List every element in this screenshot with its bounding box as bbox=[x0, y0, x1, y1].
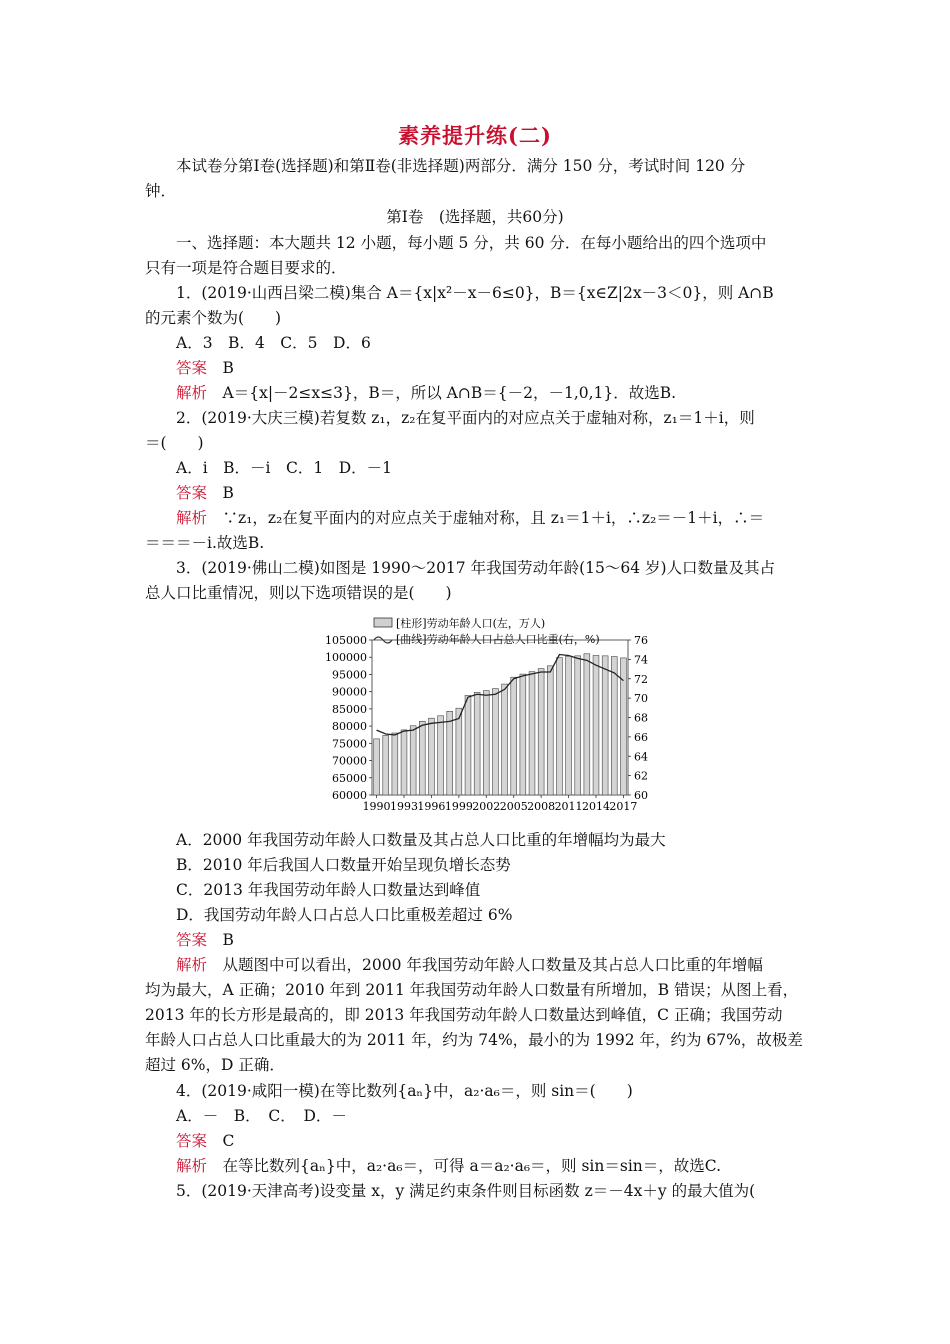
y-right-tick-label: 74 bbox=[634, 653, 648, 667]
y-left-tick-label: 95000 bbox=[332, 668, 367, 682]
y-right-tick-label: 68 bbox=[634, 711, 648, 725]
intro-line-2: 钟． bbox=[145, 182, 177, 200]
q3-stem-line-1: 3．(2019·佛山二模)如图是 1990～2017 年我国劳动年龄(15～64 岁)人口数量及其占 bbox=[176, 559, 776, 577]
q2-analysis-line-1: ∵z₁，z₂在复平面内的对应点关于虚轴对称，且 z₁＝1＋i，∴z₂＝－1＋i，∴＝ bbox=[222, 509, 765, 527]
bar-2016 bbox=[611, 657, 617, 795]
bar-1993 bbox=[401, 730, 407, 795]
x-tick-label: 1990 bbox=[362, 800, 391, 813]
q3-answer: B bbox=[222, 931, 234, 949]
part1-line-1: 一、选择题：本大题共 12 小题，每小题 5 分，共 60 分．在每小题给出的四个选项中 bbox=[176, 234, 767, 252]
q2-answer: B bbox=[222, 484, 234, 502]
x-tick-label: 1996 bbox=[417, 800, 446, 813]
q2-answer-row bbox=[176, 482, 234, 504]
x-tick-label: 2011 bbox=[554, 800, 583, 813]
q3-answer-row bbox=[176, 929, 234, 951]
bar-2001 bbox=[474, 692, 480, 795]
y-left-tick-label: 80000 bbox=[332, 720, 367, 734]
bar-2010 bbox=[557, 658, 563, 795]
q4-stem-line-1: 4．(2019·咸阳一模)在等比数列{aₙ}中，a₂·a₆＝，则 sin＝( ) bbox=[176, 1082, 633, 1100]
y-right-tick-label: 66 bbox=[634, 730, 648, 744]
y-left-tick-label: 105000 bbox=[325, 634, 367, 647]
q4-analysis: 在等比数列{aₙ}中，a₂·a₆＝，可得 a＝a₂·a₆＝，则 sin＝sin＝，故选C. bbox=[222, 1157, 721, 1175]
y-right-tick-label: 60 bbox=[634, 789, 648, 802]
q1-analysis: A＝{x|－2≤x≤3}，B＝，所以 A∩B＝{－2，－1,0,1}．故选B. bbox=[222, 384, 677, 402]
bar-1997 bbox=[438, 716, 444, 795]
bar-2012 bbox=[575, 656, 581, 795]
bar-2013 bbox=[584, 654, 590, 795]
q2-analysis-row bbox=[176, 507, 764, 529]
answer-label: 答案 bbox=[176, 1132, 208, 1150]
y-left-tick-label: 65000 bbox=[332, 771, 367, 785]
x-tick-label: 2002 bbox=[472, 800, 501, 813]
y-left-tick-label: 85000 bbox=[332, 702, 367, 716]
bar-2009 bbox=[547, 666, 553, 795]
bar-2003 bbox=[493, 689, 499, 795]
q4-options: A．－ B． C． D．－ bbox=[176, 1107, 347, 1125]
bar-1995 bbox=[419, 721, 425, 795]
legend-bar-swatch bbox=[374, 618, 392, 627]
intro-line-1: 本试卷分第Ⅰ卷(选择题)和第Ⅱ卷(非选择题)两部分．满分 150 分，考试时间 120 分 bbox=[176, 157, 746, 175]
x-tick-label: 1999 bbox=[444, 800, 473, 813]
y-right-tick-label: 62 bbox=[634, 769, 648, 783]
q4-analysis-row bbox=[176, 1155, 721, 1177]
q3-analysis-line-5: 超过 6%，D 正确． bbox=[145, 1056, 285, 1074]
bar-2007 bbox=[529, 672, 535, 795]
section-header: 第Ⅰ卷 (选择题，共60分) bbox=[386, 208, 564, 226]
x-tick-label: 2005 bbox=[499, 800, 528, 813]
bar-2014 bbox=[593, 656, 599, 796]
y-left-tick-label: 60000 bbox=[332, 789, 367, 802]
bar-1991 bbox=[383, 735, 389, 795]
bar-2005 bbox=[511, 677, 517, 795]
q1-answer-row bbox=[176, 357, 234, 379]
q5-stem-line-1: 5．(2019·天津高考)设变量 x，y 满足约束条件则目标函数 z＝－4x＋y 的最大值为( bbox=[176, 1182, 756, 1200]
x-tick-label: 1993 bbox=[390, 800, 418, 813]
y-left-tick-label: 70000 bbox=[332, 754, 367, 768]
analysis-label: 解析 bbox=[176, 956, 208, 974]
q3-option-a: A．2000 年我国劳动年龄人口数量及其占总人口比重的年增幅均为最大 bbox=[176, 831, 666, 849]
q3-option-b: B．2010 年后我国人口数量开始呈现负增长态势 bbox=[176, 856, 511, 874]
legend-line-label: [曲线]劳动年龄人口占总人口比重(右，%) bbox=[396, 633, 600, 646]
bar-1999 bbox=[456, 708, 462, 795]
analysis-label: 解析 bbox=[176, 1157, 208, 1175]
q4-answer: C bbox=[222, 1132, 235, 1150]
bar-2002 bbox=[483, 691, 489, 795]
q4-answer-row bbox=[176, 1130, 234, 1152]
q1-options: A．3 B．4 C．5 D．6 bbox=[176, 334, 371, 352]
q1-stem-line-2: 的元素个数为( ) bbox=[145, 309, 282, 327]
analysis-label: 解析 bbox=[176, 509, 208, 527]
bar-2006 bbox=[520, 674, 526, 795]
y-left-tick-label: 90000 bbox=[332, 685, 367, 699]
y-right-tick-label: 76 bbox=[634, 634, 648, 647]
q3-analysis-row bbox=[176, 954, 763, 976]
q2-analysis-line-2: ＝＝＝－i.故选B. bbox=[145, 534, 265, 552]
bar-2011 bbox=[566, 656, 572, 795]
q2-stem-line-2: ＝( ) bbox=[145, 434, 204, 452]
bar-2008 bbox=[538, 669, 544, 795]
y-left-tick-label: 100000 bbox=[325, 651, 367, 665]
legend-bar-label: [柱形]劳动年龄人口(左，万人) bbox=[396, 617, 546, 630]
answer-label: 答案 bbox=[176, 359, 208, 377]
analysis-label: 解析 bbox=[176, 384, 208, 402]
q2-options: A．i B．－i C．1 D．－1 bbox=[176, 459, 393, 477]
q3-analysis-line-1: 从题图中可以看出，2000 年我国劳动年龄人口数量及其占总人口比重的年增幅 bbox=[222, 956, 763, 974]
q3-option-d: D．我国劳动年龄人口占总人口比重极差超过 6% bbox=[176, 906, 513, 924]
bar-1996 bbox=[429, 718, 435, 795]
x-tick-label: 2008 bbox=[527, 800, 556, 813]
q1-answer: B bbox=[222, 359, 234, 377]
q3-option-c: C．2013 年我国劳动年龄人口数量达到峰值 bbox=[176, 881, 481, 899]
y-right-tick-label: 70 bbox=[634, 692, 648, 706]
bar-1990 bbox=[374, 739, 380, 795]
y-right-tick-label: 64 bbox=[634, 750, 648, 764]
bar-1994 bbox=[410, 726, 416, 795]
q3-analysis-line-2: 均为最大，A 正确；2010 年到 2011 年我国劳动年龄人口数量有所增加，B 错误；从图上看， bbox=[145, 981, 799, 999]
answer-label: 答案 bbox=[176, 484, 208, 502]
y-left-tick-label: 75000 bbox=[332, 737, 367, 751]
answer-label: 答案 bbox=[176, 931, 208, 949]
bar-1992 bbox=[392, 733, 398, 795]
bar-2000 bbox=[465, 695, 471, 795]
population-chart bbox=[310, 612, 650, 824]
q3-analysis-line-4: 年龄人口占总人口比重最大的为 2011 年，约为 74%，最小的为 1992 年，约为 67%，故极差 bbox=[145, 1031, 803, 1049]
chart-bars bbox=[374, 654, 627, 795]
bar-2004 bbox=[502, 684, 508, 795]
x-tick-label: 2017 bbox=[609, 800, 638, 813]
q2-stem-line-1: 2．(2019·大庆三模)若复数 z₁，z₂在复平面内的对应点关于虚轴对称，z₁＝1＋i，则 bbox=[176, 409, 755, 427]
bar-1998 bbox=[447, 711, 453, 795]
q1-analysis-row bbox=[176, 382, 676, 404]
y-right-tick-label: 72 bbox=[634, 672, 648, 686]
chart-legend bbox=[374, 616, 600, 646]
q3-analysis-line-3: 2013 年的长方形是最高的，即 2013 年我国劳动年龄人口数量达到峰值，C 正确；我国劳动 bbox=[145, 1006, 783, 1024]
q3-stem-line-2: 总人口比重情况，则以下选项错误的是( ) bbox=[145, 584, 452, 602]
bar-2015 bbox=[602, 656, 608, 795]
page-title: 素养提升练(二) bbox=[398, 123, 552, 148]
q1-stem-line-1: 1．(2019·山西吕梁二模)集合 A＝{x|x²－x－6≤0}，B＝{x∈Z|2x－3＜0}，则 A∩B bbox=[176, 284, 774, 302]
x-tick-label: 2014 bbox=[582, 800, 610, 813]
part1-line-2: 只有一项是符合题目要求的． bbox=[145, 259, 347, 277]
